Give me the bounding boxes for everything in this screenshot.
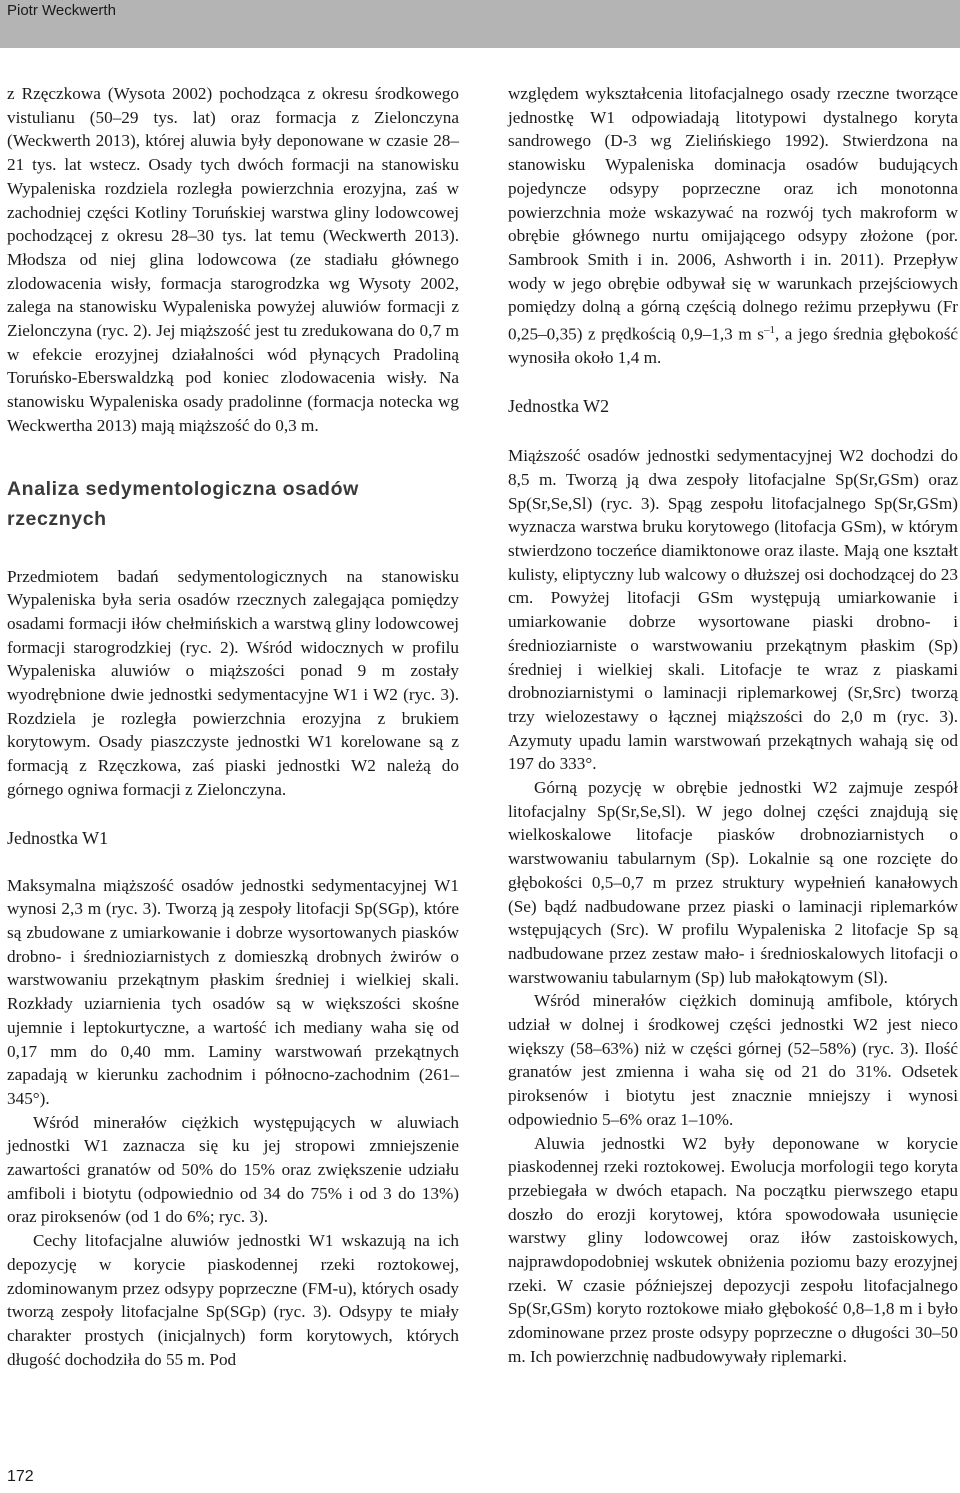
body-paragraph: Przedmiotem badań sedymentologicznych na stanowisku Wypaleniska była seria osadów rzecznych zalegająca pomiędzy osadami formacji iłów chełmińskich a warstwą gliny lodowcowej formacji starogrodzkiej (ryc. 2). Wśród widocznych w profilu Wypaleniska aluwiów o miąższości ponad 9 m zostały wyodrębnione dwie jednostki sedymentacyjne W1 i W2 (ryc. 3). Rozdziela je rozległa powierzchnia erozyjna z brukiem korytowym. Osady piaszczyste jednostki W1 korelowane są z formacją z Rzęczkowa, zaś piaski jednostki W2 należą do górnego ogniwa formacji z Zielonczyna. (7, 566, 460, 799)
body-text: , a jego średnia głębokość wynosiła około 1,4 m. (508, 324, 959, 368)
running-header-author: Piotr Weckwerth (7, 2, 116, 19)
body-paragraph: Maksymalna miąższość osadów jednostki sedymentacyjnej W1 wynosi 2,3 m (ryc. 3). Tworzą ją zespoły litofacji Sp(SGp), które są zbudowane z umiarkowanie i dobrze wysortowanych piasków drobno- i średnioziarnistych z domieszką drobnych żwirów o warstwowaniu przekątnym płaskim średniej i wielkiej skali. Rozkłady uziarnienia tych osadów są w większości skośne ujemnie i leptokurtyczne, a wartość ich mediany waha się od 0,17 mm do 0,40 mm. Laminy warstwowań przekątnych zapadają w kierunku zachodnim i północno-zachodnim (261–345°). (7, 875, 459, 1108)
left-column (7, 82, 459, 1371)
body-paragraph: Aluwia jednostki W2 były deponowane w korycie piaskodennej rzeki roztokowej. Ewolucja morfologii tego koryta przebiegała w dwóch etapach. Na początku pierwszego etapu doszło do erozji korytowej, która spowodowała usunięcie warstwy gliny lodowcowej oraz iłów zastoiskowych, najprawdopodobniej wskutek obniżenia poziomu bazy erozyjnej rzeki. W czasie późniejszej depozycji zespołu litofacjalnego Sp(Sr,GSm) koryto roztokowe miało głębokość 0,8–1,8 m i było zdominowane przez proste odsypy poprzeczne o długości 30–50 m. Ich powierzchnię nadbudowywały riplemarki. (508, 1133, 958, 1366)
body-paragraph: z Rzęczkowa (Wysota 2002) pochodząca z okresu środkowego vistulianu (50–29 tys. lat) oraz formacja z Zielonczyna (Weckwerth 2013), której aluwia były deponowane w czasie 28–21 tys. lat wstecz. Osady tych dwóch formacji na stanowisku Wypaleniska rozdziela rozległa powierzchnia erozyjna, zaś w zachodniej części Kotliny Toruńskiej warstwa gliny lodowcowej pochodzącej z okresu 28–30 tys. lat temu (Weckwerth 2013). Młodsza od niej glina lodowcowa (ze stadiału głównego zlodowacenia wisły, formacja starogrodzka wg Wysoty 2002, zalega na stanowisku Wypaleniska powyżej aluwiów formacji z Zielonczyna (ryc. 2). Jej miąższość jest tu zredukowana do 0,7 m w efekcie erozyjnej działalności wód płynących Pradoliną Toruńsko-Eberswaldzką pod koniec zlodowacenia wisły. Na stanowisku Wypaleniska osady pradolinne (formacja notecka wg Weckwertha 2013) mają miąższość do 0,3 m. (7, 84, 459, 435)
body-paragraph: Wśród minerałów ciężkich dominują amfibole, których udział w dolnej i środkowej części jednostki W2 jest nieco większy (58–63%) niż w części górnej (52–58%) (ryc. 3). Ilość granatów jest zmienna i waha się od 21 do 31%. Odsetek piroksenów i biotytu jest znacznie mniejszy i wynosi odpowiednio 5–6% oraz 1–10%. (508, 991, 958, 1129)
subsection-heading-w2: Jednostka W2 (508, 396, 610, 417)
superscript-exponent: –1 (763, 324, 775, 337)
body-paragraph: Wśród minerałów ciężkich występujących w aluwiach jednostki W1 zaznacza się ku jej stropowi zmniejszenie zawartości granatów od 50% do 15% oraz zwiększenie udziału amfiboli i biotytu (odpowiednio od 34 do 75% i od 3 do 13%) oraz piroksenów (od 1 do 6%; ryc. 3). (7, 1112, 459, 1227)
page-number: 172 (7, 1468, 34, 1485)
body-paragraph: Cechy litofacjalne aluwiów jednostki W1 wskazują na ich depozycję w korycie piaskodennej rzeki roztokowej, zdominowanym przez odsypy poprzeczne (FM-u), których osady tworzą zespoły litofacjalne Sp(SGp) (ryc. 3). Odsypy te miały charakter prostych (inicjalnych) form korytowych, których długość dochodziła do 55 m. Pod (7, 1231, 459, 1369)
body-paragraph: Górną pozycję w obrębie jednostki W2 zajmuje zespół litofacjalny Sp(Sr,Se,Sl). W jego dolnej części znajdują się wielkoskalowe litofacje piasków drobnoziarnistych o warstwowaniu tabularnym (Sp). Lokalnie są one rozcięte do głębokości 0,5–0,7 m przez struktury wypełnień kanałowych (Se) bądź nadbudowane przez piaski o laminacji riplemarków wstępujących (Src). W profilu Wypaleniska 2 litofacje Sp są nadbudowane przez zestaw mało- i średnioskalowych litofacji o warstwowaniu tabularnym (Sp) lub małokątowym (Sl). (508, 778, 958, 987)
right-column (508, 82, 958, 1369)
body-text: względem wykształcenia litofacjalnego osady rzeczne tworzące jednostkę W1 odpowiadają litotypowi dystalnego koryta sandrowego (D-3 wg Zielińskiego 1992). Stwierdzona na stanowisku Wypaleniska dominacja osadów budujących pojedyncze odsypy poprzeczne oraz ich monotonna powierzchnia może wskazywać na rozwój tych makroform w obrębie głównego nurtu omijającego odsypy złożone (por. Sambrook Smith i in. 2006, Ashworth i in. 2011). Przepływ wody w jego obrębie odbywał się w warunkach przejściowych pomiędzy dolną a górną częścią dolnego reżimu przepływu (Fr 0,25–0,35) z prędkością 0,9–1,3 m s (508, 84, 958, 344)
body-paragraph (508, 82, 958, 370)
section-heading: Analiza sedymentologiczna osadów rzecznych (7, 477, 359, 530)
body-paragraph: Miąższość osadów jednostki sedymentacyjnej W2 dochodzi do 8,5 m. Tworzą ją dwa zespoły litofacjalne Sp(Sr,GSm) oraz Sp(Sr,Se,Sl) (ryc. 3). Spąg zespołu litofacjalnego Sp(Sr,GSm) wyznacza warstwa bruku korytowego (litofacja GSm), w którym stwierdzono toczeńce diamiktonowe oraz ilaste. Mają one kształt kulisty, eliptyczny lub walcowy o dłuższej osi dochodzącej do 23 cm. Powyżej litofacji GSm występują umiarkowanie i umiarkowanie dobrze wysortowane piaski drobno- i średnioziarniste o warstwowaniu przekątnym płaskim (Sp) średniej i wielkiej skali. Litofacje te wraz z piaskami drobnoziarnistymi o laminacji riplemarkowej (Sr,Src) tworzą trzy wielozestawy o łącznej miąższości do 2,0 m (ryc. 3). Azymuty upadu lamin warstwowań przekątnych wahają się od 197 do 333°. (508, 446, 958, 774)
running-header (0, 0, 960, 48)
subsection-heading-w1: Jednostka W1 (7, 827, 109, 848)
